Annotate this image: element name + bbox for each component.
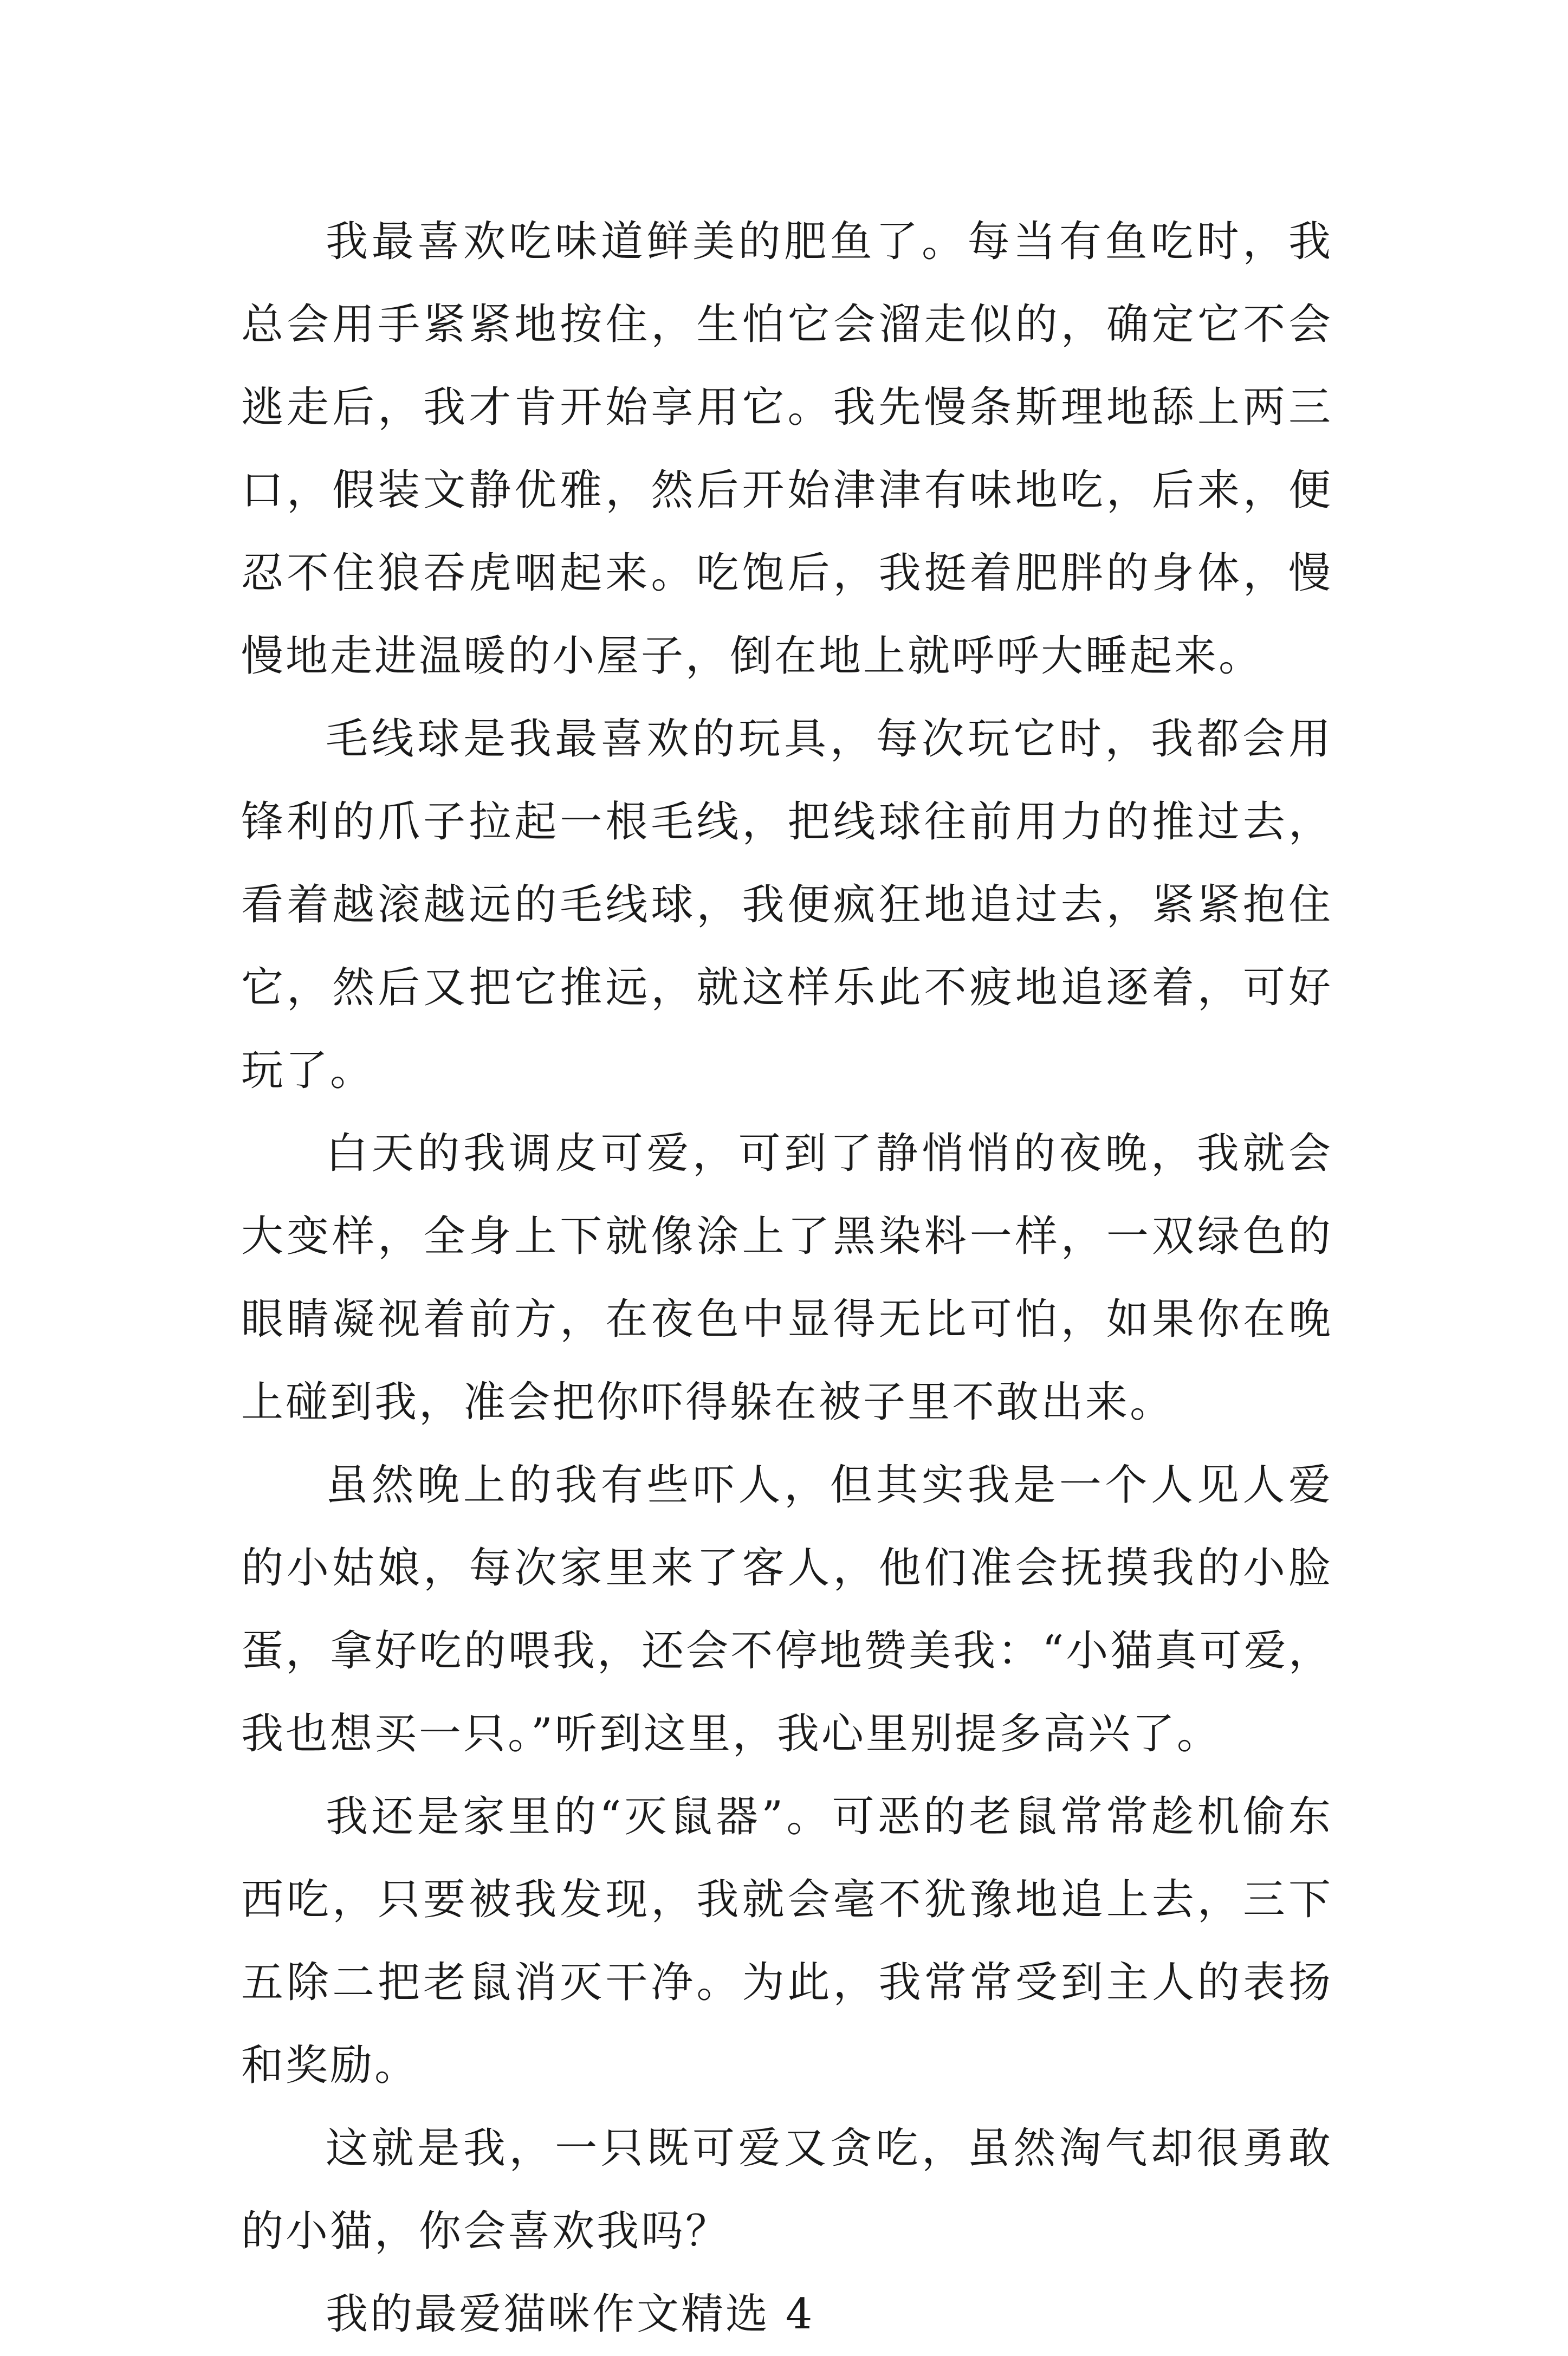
paragraph-mouse-catcher: 我还是家里的“灭鼠器”。可恶的老鼠常常趁机偷东西吃，只要被我发现，我就会毫不犹豫地追上去，三下五除二把老鼠消灭干净。为此，我常常受到主人的表扬和奖励。 bbox=[241, 1792, 1333, 2090]
paragraph-closing: 这就是我，一只既可爱又贪吃，虽然淘气却很勇敢的小猫，你会喜欢我吗？ bbox=[241, 2124, 1333, 2256]
paragraph-fish: 我最喜欢吃味道鲜美的肥鱼了。每当有鱼吃时，我总会用手紧紧地按住，生怕它会溜走似的，确定它不会逃走后，我才肯开始享用它。我先慢条斯理地舔上两三口，假装文静优雅，然后开始津津有味地吃，后来，便忍不住狼吞虎咽起来。吃饱后，我挺着肥胖的身体，慢慢地走进温暖的小屋子，倒在地上就呼呼大睡起来。 bbox=[241, 217, 1333, 681]
paragraph-yarn-ball: 毛线球是我最喜欢的玩具，每次玩它时，我都会用锋利的爪子拉起一根毛线，把线球往前用力的推过去，看着越滚越远的毛线球，我便疯狂地追过去，紧紧抱住它，然后又把它推远，就这样乐此不疲地追逐着，可好玩了。 bbox=[241, 715, 1333, 1095]
document-body bbox=[241, 200, 1333, 2356]
paragraph-night: 白天的我调皮可爱，可到了静悄悄的夜晚，我就会大变样，全身上下就像涂上了黑染料一样，一双绿色的眼睛凝视着前方，在夜色中显得无比可怕，如果你在晚上碰到我，准会把你吓得躲在被子里不敢出来。 bbox=[241, 1129, 1333, 1427]
paragraph-guests: 虽然晚上的我有些吓人，但其实我是一个人见人爱的小姑娘，每次家里来了客人，他们准会抚摸我的小脸蛋，拿好吃的喂我，还会不停地赞美我：“小猫真可爱，我也想买一只。”听到这里，我心里别提多高兴了。 bbox=[241, 1461, 1333, 1758]
section-heading: 我的最爱猫咪作文精选 4 bbox=[326, 2290, 815, 2339]
